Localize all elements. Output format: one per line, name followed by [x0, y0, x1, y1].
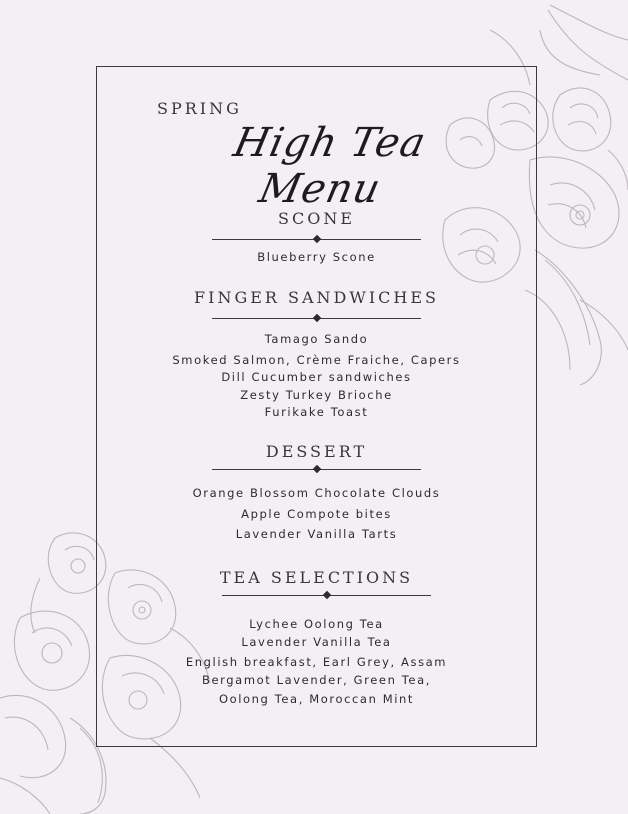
section-title-finger-sandwiches: FINGER SANDWICHES	[194, 288, 439, 307]
menu-item: Apple Compote bites	[241, 507, 392, 521]
menu-title	[190, 120, 460, 212]
section-divider	[212, 465, 421, 475]
section-title-dessert: DESSERT	[265, 442, 368, 461]
menu-item: Orange Blossom Chocolate Clouds	[192, 486, 441, 500]
menu-item: Lavender Vanilla Tarts	[235, 527, 398, 541]
section-divider	[212, 314, 421, 324]
menu-item: Dill Cucumber sandwiches	[221, 370, 412, 384]
section-divider	[222, 591, 431, 601]
section-title-tea-selections: TEA SELECTIONS	[219, 568, 414, 587]
menu-item: Bergamot Lavender, Green Tea,	[201, 673, 431, 687]
menu-title-text: High Tea Menu	[229, 120, 431, 212]
menu-item: Smoked Salmon, Crème Fraiche, Capers	[172, 353, 461, 367]
menu-item: Oolong Tea, Moroccan Mint	[218, 692, 415, 706]
menu-item: Tamago Sando	[264, 332, 369, 346]
menu-item: English breakfast, Earl Grey, Assam	[185, 655, 448, 669]
menu-season: SPRING	[157, 99, 242, 118]
menu-item: Blueberry Scone	[257, 250, 376, 264]
section-title-scone: SCONE	[278, 209, 355, 228]
menu-item: Lychee Oolong Tea	[249, 617, 384, 631]
menu-item: Furikake Toast	[264, 405, 369, 419]
section-divider	[212, 235, 421, 245]
menu-item: Lavender Vanilla Tea	[241, 635, 392, 649]
menu-item: Zesty Turkey Brioche	[240, 388, 393, 402]
